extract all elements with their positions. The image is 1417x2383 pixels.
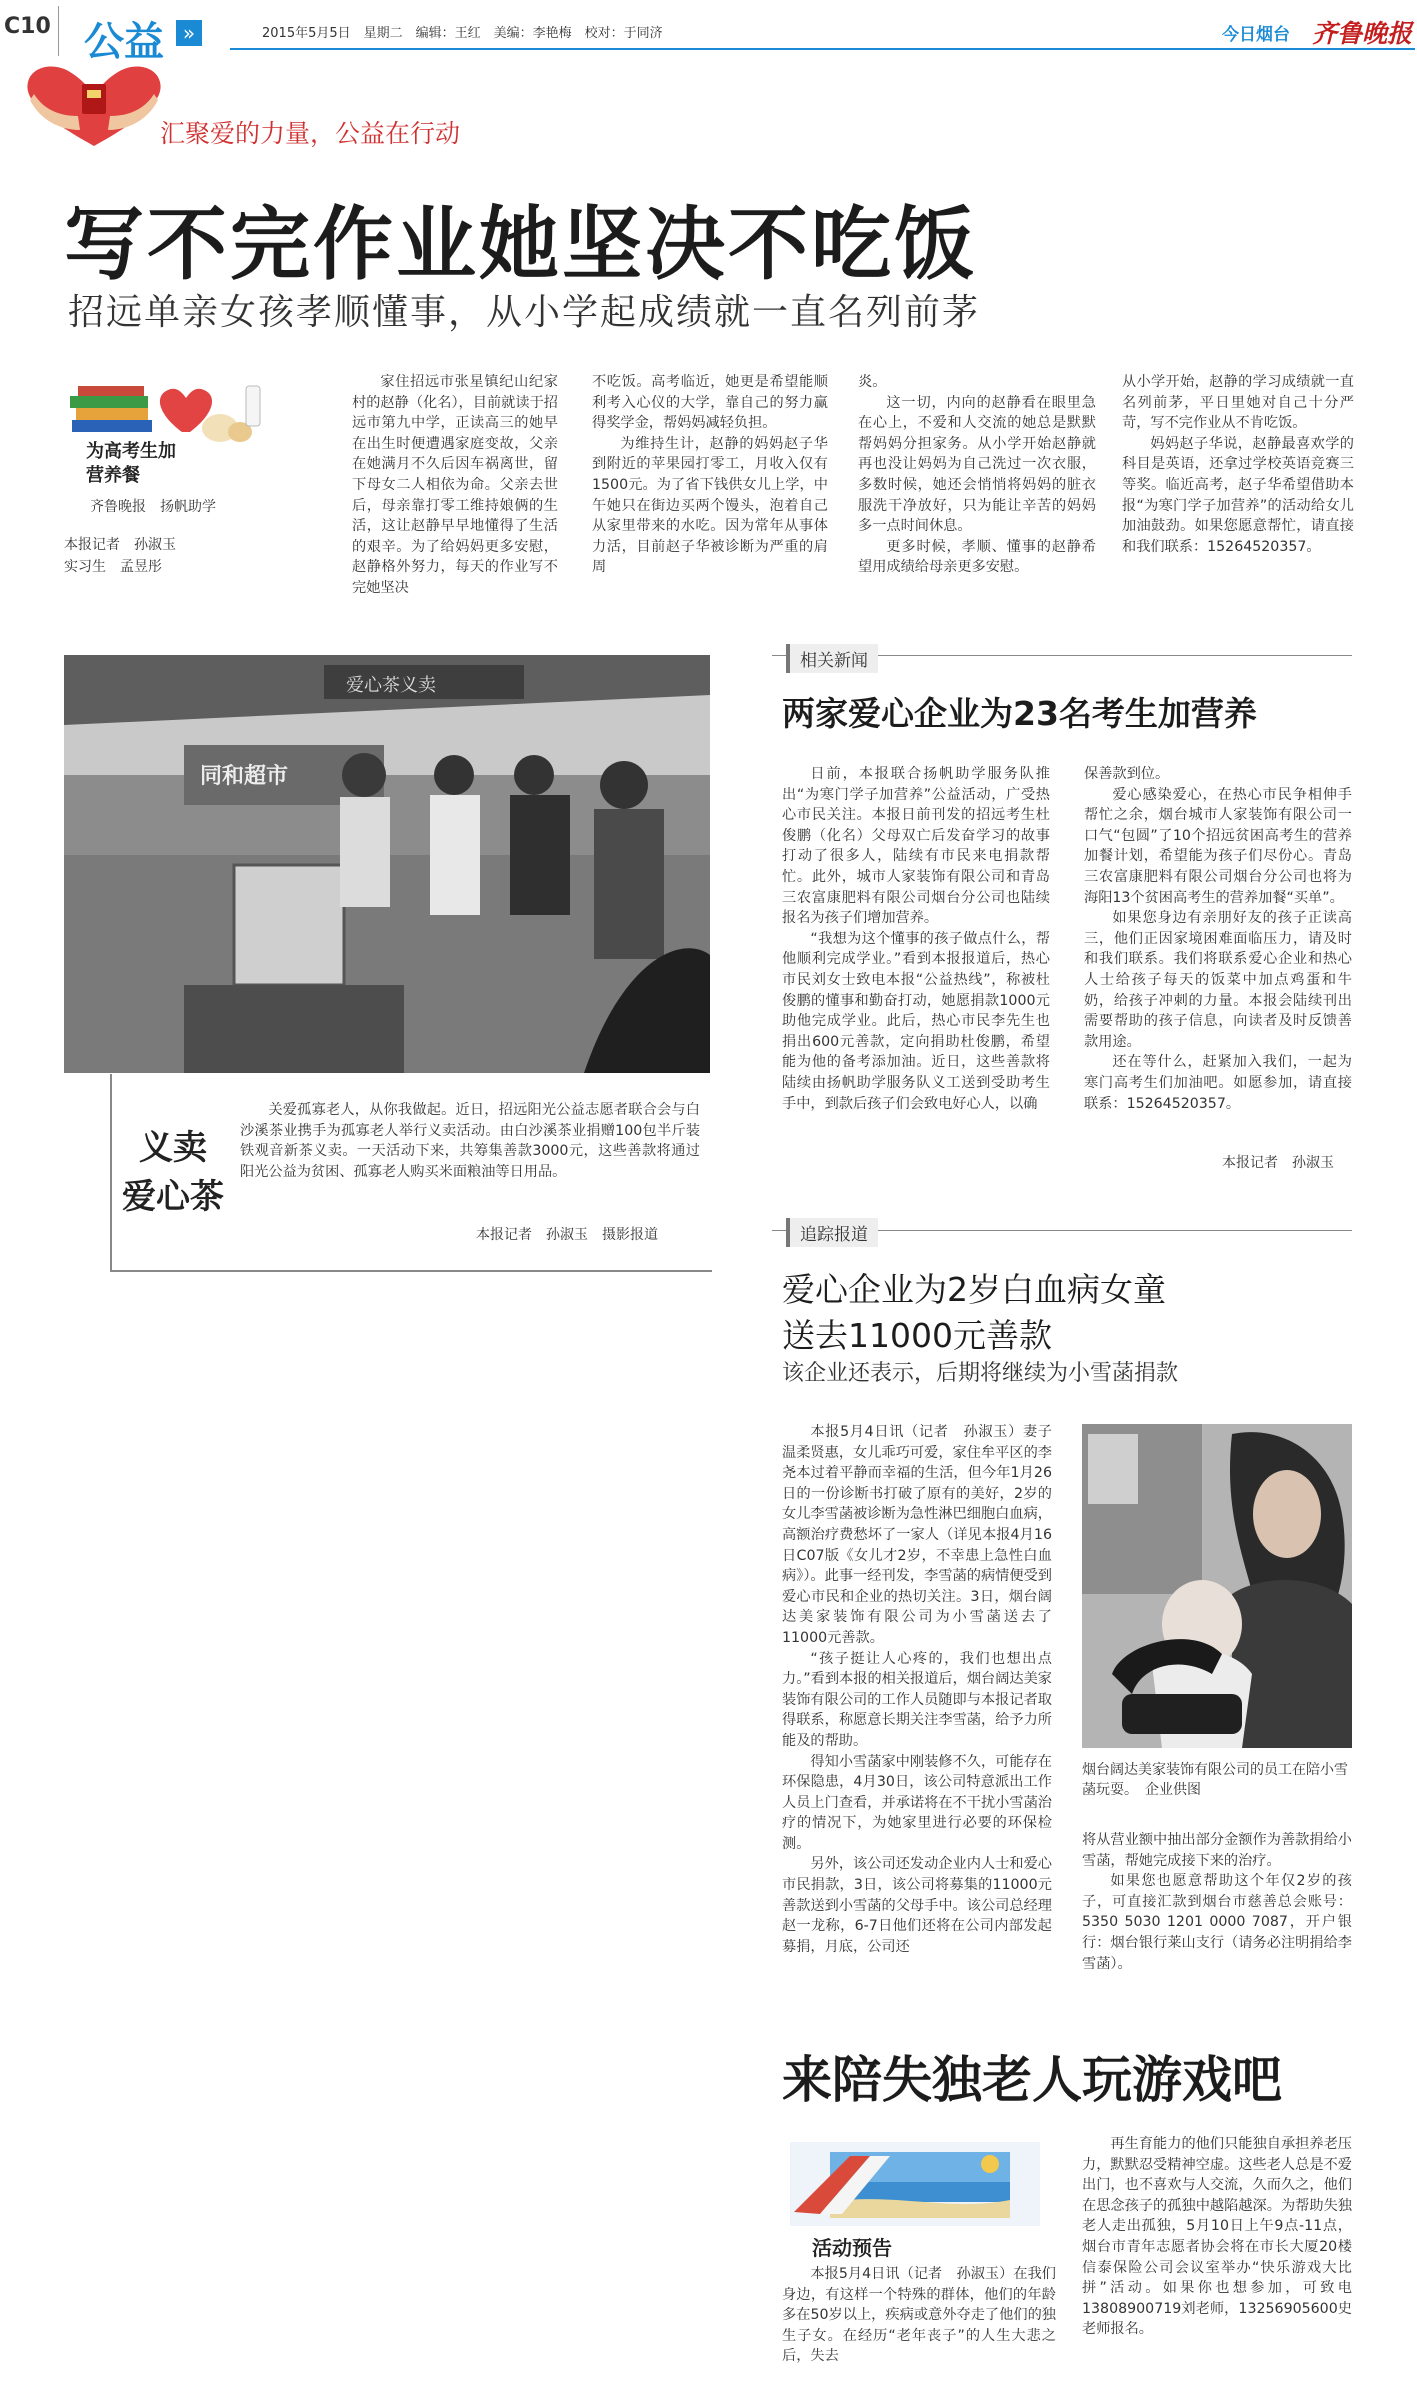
main-body-col3: 炎。 这一切，内向的赵静看在眼里急在心上，不爱和人交流的她总是默默帮妈妈分担家务。从小学开始赵静就再也没让妈妈为自己洗过一次衣服，多数时候，她还会悄悄将妈妈的脏衣服洗干净放好，只为能让辛苦的妈妈多一点时间休息。 更多时候，孝顺、懂事的赵静希望用成绩给母亲更多安慰。 [858, 374, 1096, 576]
followup-headline-2: 送去11000元善款 [782, 1316, 1052, 1355]
main-body-col2: 不吃饭。高考临近，她更是希望能顺利考入心仪的大学，靠自己的努力赢得奖学金，帮妈妈减轻负担。 为维持生计，赵静的妈妈赵子华到附近的苹果园打零工，月收入仅有1500元。为了省下钱供女儿上学，中午她只在街边买两个馒头，泡着自己从家里带来的水吃。因为常年从事体力活，目前赵子华被诊断为严重的肩周 [592, 374, 828, 576]
newspaper-logo: 齐鲁晚报 [1312, 19, 1413, 48]
event-preview-label: 活动预告 [812, 2236, 892, 2260]
elderly-body-col1: 本报5月4日讯（记者 孙淑玉）在我们身边，有这样一个特殊的群体，他们的年龄多在50岁以上，疾病或意外夺走了他们的独生子女。在经历“老年丧子”的人生大悲之后，失去 [782, 2266, 1056, 2365]
photo-caption: 烟台阔达美家装饰有限公司的员工在陪小雪菡玩耍。 企业供图 [1082, 1762, 1348, 1798]
beach-scene-icon [790, 2142, 1040, 2226]
elderly-headline: 来陪失独老人玩游戏吧 [782, 2051, 1282, 2109]
related-headline: 两家爱心企业为23名考生加营养 [782, 694, 1257, 733]
followup-body-col1: 本报5月4日讯（记者 孙淑玉）妻子温柔贤惠，女儿乖巧可爱，家住牟平区的李尧本过着平静而幸福的生活，但今年1月26日的一份诊断书打破了原有的美好，2岁的女儿李雪菡被诊断为急性淋巴细胞白血病，高额治疗费愁坏了一家人（详见本报4月16日C07版《女儿才2岁，不幸患上急性白血病》）。此事一经刊发，李雪菡的病情便受到爱心市民和企业的热切关注。3日，烟台阔达美家装饰有限公司为小雪菡送去了11000元善款。 “孩子挺让人心疼的，我们也想出点力。”看到本报的相关报道后，烟台阔达美家装饰有限公司的工作人员随即与本报记者取得联系，称愿意长期关注李雪菡，给予力所能及的帮助。 得知小雪菡家中刚装修不久，可能存在环保隐患，4月30日，该公司特意派出工作人员上门查看，并承诺将在不干扰小雪菡治疗的情况下，为她家里进行必要的环保检测。 另外，该公司还发动企业内人士和爱心市民捐款，3日，该公司将募集的11000元善款送到小雪菡的父母手中。该公司总经理赵一龙称，6-7日他们还将在公司内部发起募捐，月底，公司还 [782, 1424, 1052, 1955]
main-body-col1: 家住招远市张星镇纪山纪家村的赵静（化名），目前就读于招远市第九中学，正读高三的她早在出生时便遭遇家庭变故，父亲在她满月不久后因车祸离世，留下母女二人相依为命。父亲去世后，母亲靠打零工维持娘俩的生活，这让赵静早早地懂得了生活的艰辛。为了给妈妈更多安慰，赵静格外努力，每天的作业写不完她坚决 [352, 374, 558, 596]
followup-headline-1: 爱心企业为2岁白血病女童 [782, 1270, 1166, 1309]
header-divider [230, 48, 1415, 50]
issue-info: 2015年5月5日 星期二 编辑：王红 美编：李艳梅 校对：于同济 [262, 26, 663, 41]
page-number: C10 [4, 14, 51, 39]
related-byline: 本报记者 孙淑玉 [1222, 1155, 1334, 1171]
company-staff-photo [1082, 1424, 1352, 1748]
section-name: 公益 [84, 19, 164, 65]
section-arrow-icon: » [176, 20, 202, 46]
main-body-col4: 从小学开始，赵静的学习成绩就一直名列前茅，平日里她对自己十分严苛，写不完作业从不肯吃饭。 妈妈赵子华说，赵静最喜欢学的科目是英语，还拿过学校英语竞赛三等奖。临近高考，赵子华希望借助本报“为寒门学子加营养”的活动给女儿加油鼓劲。如果您愿意帮忙，请直接和我们联系：15264520357。 [1122, 374, 1354, 555]
tea-title-line1: 义卖 [139, 1128, 207, 1168]
elderly-body-col2: 再生育能力的他们只能独自承担养老压力，默默忍受精神空虚。这些老人总是不爱出门，也不喜欢与人交流，久而久之，他们在思念孩子的孤独中越陷越深。为帮助失独老人走出孤独，5月10日上午9点-11点，烟台市青年志愿者协会将在市长大厦20楼信泰保险公司会议室举办“快乐游戏大比拼”活动。如果你也想参加，可致电13808900719刘老师，13256905600史老师报名。 [1082, 2136, 1352, 2338]
tea-sale-photo [64, 655, 710, 1073]
tea-title-line2: 爱心茶 [122, 1177, 224, 1217]
main-byline-reporter: 本报记者 孙淑玉 [64, 537, 176, 553]
followup-body-col2: 将从营业额中抽出部分金额作为善款捐给小雪菡，帮她完成接下来的治疗。 如果您也愿意帮助这个年仅2岁的孩子，可直接汇款到烟台市慈善总会账号：5350 5030 1201 0000 7087，开户银行：烟台银行莱山支行（请务必注明捐给李雪菡）。 [1082, 1832, 1352, 1972]
followup-tag: 追踪报道 [786, 1218, 878, 1247]
main-headline: 写不完作业她坚决不吃饭 [64, 198, 977, 291]
main-byline-intern: 实习生 孟昱彤 [64, 559, 162, 575]
related-body-colB: 保善款到位。 爱心感染爱心，在热心市民争相伸手帮忙之余，烟台城市人家装饰有限公司一口气“包圆”了10个招远贫困高考生的营养加餐计划，希望能为孩子们尽份心。青岛三农富康肥料有限公司烟台分公司也将为海阳13个贫困高考生的营养加餐“买单”。 如果您身边有亲朋好友的孩子正读高三，他们正因家境困难面临压力，请及时和我们联系。我们将联系爱心企业和热心人士给孩子每天的饭菜中加点鸡蛋和牛奶，给孩子冲刺的力量。本报会陆续刊出需要帮助的孩子信息，向读者及时反馈善款用途。 还在等什么，赶紧加入我们，一起为寒门高考生们加油吧。如愿参加，请直接联系：15264520357。 [1084, 766, 1352, 1112]
event-preview-logo [790, 2142, 1040, 2226]
tea-body: 关爱孤寡老人，从你我做起。近日，招远阳光公益志愿者联合会与白沙溪茶业携手为孤寡老人举行义卖活动。由白沙溪茶业捐赠100包半斤装铁观音新茶义卖。一天活动下来，共筹集善款3000元，这些善款将通过阳光公益为贫困、孤寡老人购买米面粮油等日用品。 [240, 1102, 700, 1180]
followup-subheadline: 该企业还表示，后期将继续为小雪菡捐款 [782, 1361, 1179, 1386]
photo-sign-tea: 爱心茶义卖 [346, 675, 436, 696]
tea-byline: 本报记者 孙淑玉 摄影报道 [476, 1227, 658, 1243]
photo-sign-store: 同和超市 [200, 764, 289, 789]
page-slogan: 汇聚爱的力量，公益在行动 [160, 119, 461, 148]
tea-title [118, 1120, 228, 1218]
today-label: 今日烟台 [1222, 25, 1290, 45]
campaign-title: 为高考生加营养餐 [86, 441, 176, 486]
related-body-colA: 日前，本报联合扬帆助学服务队推出“为寒门学子加营养”公益活动，广受热心市民关注。本报日前刊发的招远考生杜俊鹏（化名）父母双亡后发奋学习的故事打动了很多人，陆续有市民来电捐款帮忙。此外，城市人家装饰有限公司和青岛三农富康肥料有限公司烟台分公司也陆续报名为孩子们增加营养。 “我想为这个懂事的孩子做点什么，帮他顺利完成学业。”看到本报报道后，热心市民刘女士致电本报“公益热线”，称被杜俊鹏的懂事和勤奋打动，她愿捐款1000元助他完成学业。此后，热心市民李先生也捐出600元善款，定向捐助杜俊鹏，希望能为他的备考添加油。近日，这些善款将陆续由扬帆助学服务队义工送到受助考生手中，到款后孩子们会致电好心人，以确 [782, 766, 1050, 1112]
campaign-organizers: 齐鲁晚报 扬帆助学 [90, 499, 216, 515]
heart-hands-icon [20, 60, 168, 150]
related-tag: 相关新闻 [786, 644, 878, 673]
main-subheadline: 招远单亲女孩孝顺懂事，从小学起成绩就一直名列前茅 [68, 292, 981, 333]
